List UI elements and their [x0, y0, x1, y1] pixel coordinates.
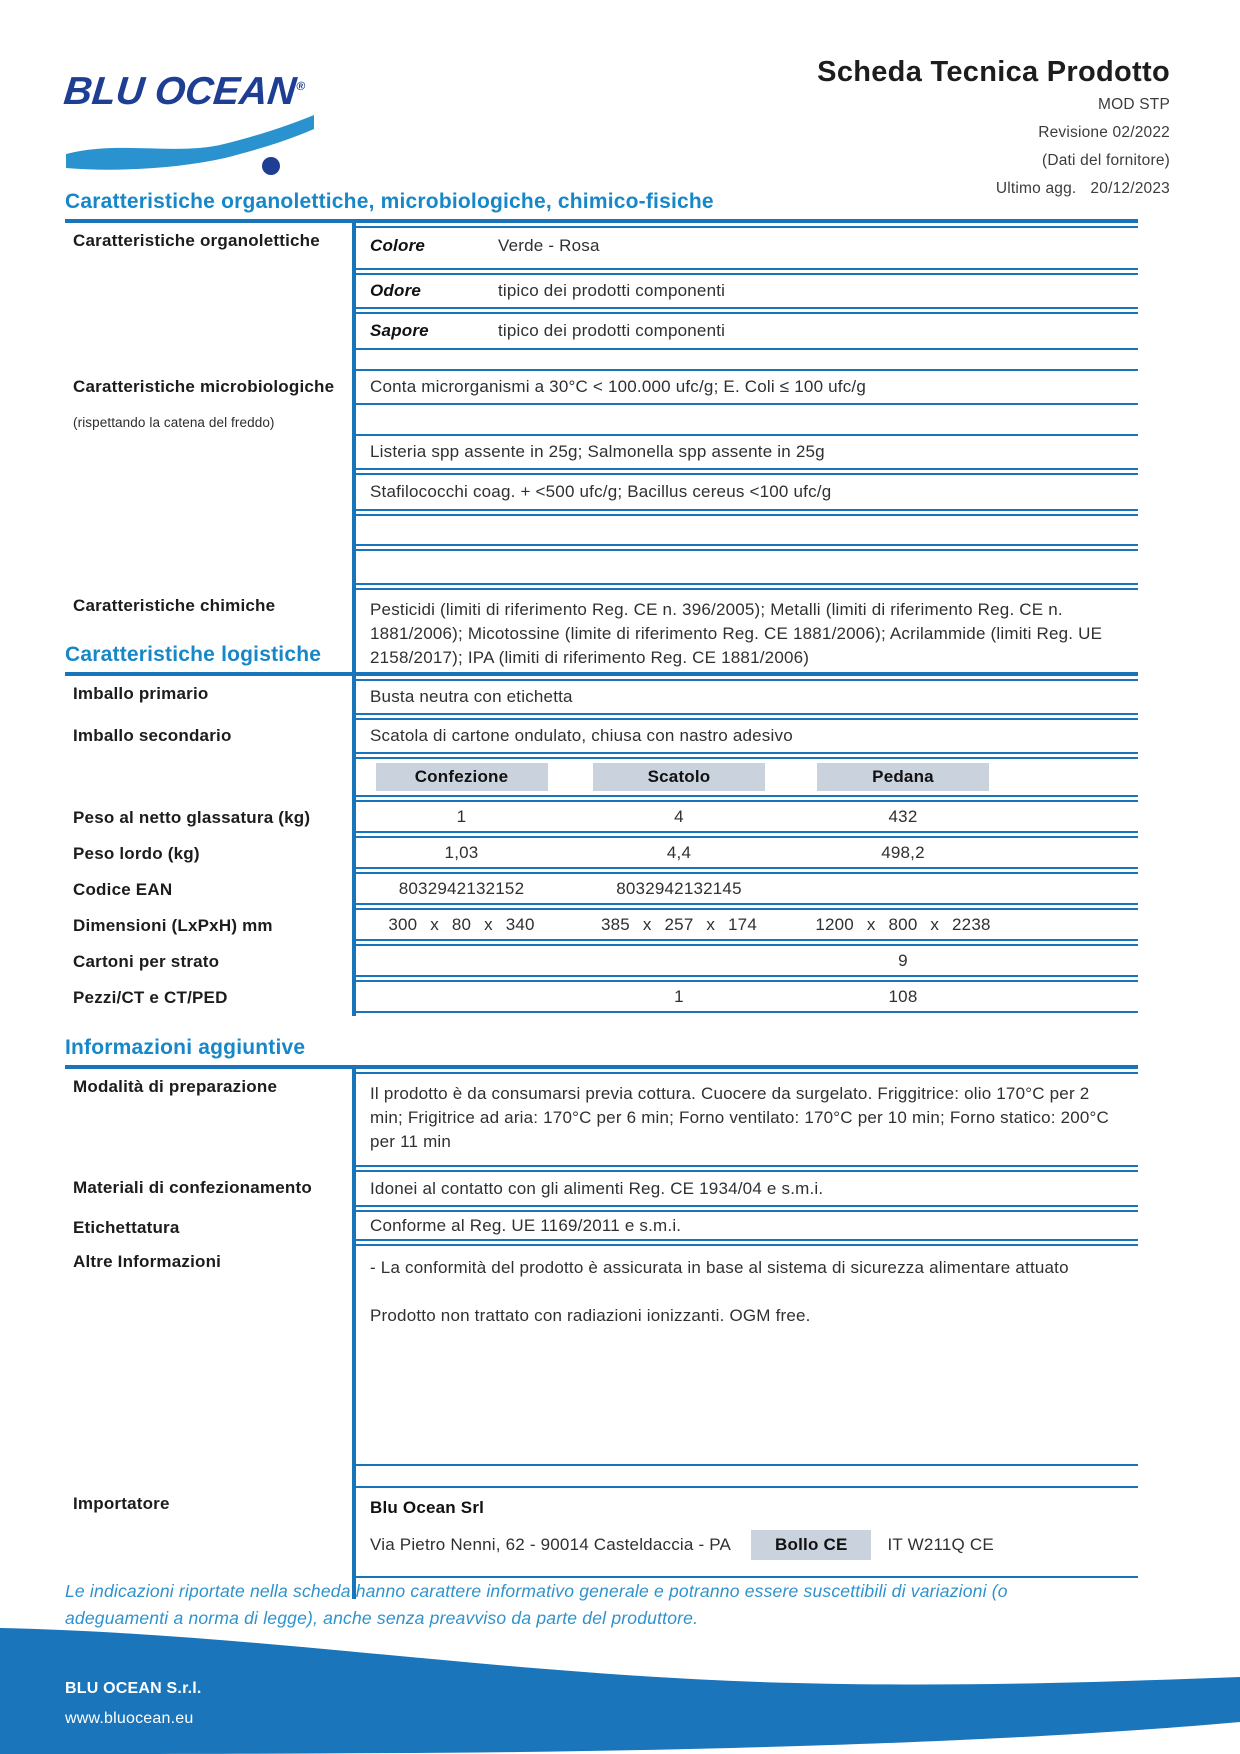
section-informazioni — [65, 1069, 1138, 1599]
value-cell — [356, 1244, 1138, 1466]
empty-cell — [356, 549, 1138, 585]
table-row — [65, 514, 1138, 549]
value-cell: Conforme al Reg. UE 1169/2011 e s.m.i. — [356, 1210, 1138, 1241]
table-row — [65, 1244, 1138, 1469]
footer-company-name: BLU OCEAN S.r.l. — [65, 1680, 202, 1697]
table-row — [65, 676, 1138, 718]
row-label: Imballo primario — [73, 684, 209, 703]
cell-pedana: 432 — [888, 806, 918, 826]
last-update-label: Ultimo agg. — [995, 180, 1077, 197]
title-block — [817, 56, 1170, 201]
section-heading-informazioni: Informazioni aggiuntive — [65, 1036, 306, 1059]
key-label: Sapore — [370, 321, 429, 340]
value-cell: Idonei al contatto con gli alimenti Reg. CE 1934/04 e s.m.i. — [356, 1170, 1138, 1207]
key-label: Colore — [370, 236, 426, 255]
cell-scatolo: 4 — [674, 806, 684, 826]
cell-confezione: 8032942132152 — [398, 878, 525, 898]
section-organolettiche — [65, 223, 1138, 673]
bollo-ce-value: IT W211Q CE — [887, 1535, 994, 1554]
logo-wave-icon — [64, 114, 316, 176]
table-row — [65, 312, 1138, 353]
row-label: Caratteristiche chimiche — [73, 596, 276, 615]
table-row — [65, 1069, 1138, 1170]
column-header-confezione: Confezione — [376, 763, 548, 791]
key-value: tipico dei prodotti componenti — [498, 281, 726, 300]
table-row — [65, 434, 1138, 473]
value-cell: Listeria spp assente in 25g; Salmonella spp assente in 25g — [356, 434, 1138, 470]
document-title: Scheda Tecnica Prodotto — [817, 56, 1170, 88]
table-row — [65, 836, 1138, 872]
row-label: Etichettatura — [73, 1218, 180, 1237]
blu-ocean-logo — [61, 70, 314, 170]
cell-scatolo: 8032942132145 — [616, 878, 742, 898]
table-row — [65, 549, 1138, 588]
cell-pedana: 498,2 — [881, 842, 925, 862]
table-row — [65, 1210, 1138, 1244]
cell-confezione: 300 x 80 x 340 — [388, 914, 535, 934]
value-cell: Scatola di cartone ondulato, chiusa con nastro adesivo — [356, 718, 1138, 754]
cell-confezione: 1 — [456, 806, 467, 826]
cell-scatolo: 385 x 257 x 174 — [601, 914, 757, 934]
importer-name: Blu Ocean Srl — [370, 1498, 485, 1517]
page-header — [0, 0, 1240, 197]
column-header-scatolo: Scatolo — [593, 763, 765, 791]
table-row — [65, 944, 1138, 980]
document-mod: MOD STP — [1097, 96, 1170, 113]
row-label: Codice EAN — [73, 880, 173, 899]
table-row — [65, 473, 1138, 514]
document-supplier-note: (Dati del fornitore) — [1041, 152, 1170, 169]
section-heading-organolettiche: Caratteristiche organolettiche, microbiologiche, chimico-fisiche — [65, 190, 714, 213]
document-body — [65, 190, 1138, 1599]
bollo-ce-badge: Bollo CE — [751, 1530, 871, 1560]
row-label: Caratteristiche organolettiche — [73, 231, 320, 250]
column-header-row — [356, 757, 1138, 797]
table-row — [65, 1170, 1138, 1210]
table-row-spacer — [65, 1469, 1138, 1486]
value-row — [356, 980, 1138, 1013]
table-row — [65, 369, 1138, 434]
section-heading-logistiche: Caratteristiche logistiche — [65, 643, 322, 666]
row-label: Pezzi/CT e CT/PED — [73, 988, 228, 1007]
table-row — [65, 223, 1138, 273]
table-row — [65, 980, 1138, 1016]
disclaimer-note: Le indicazioni riportate nella scheda hanno carattere informativo generale e potranno essere suscettibili di variazioni (o adeguamenti a norma di legge), anche senza preavviso da parte del produttore. — [65, 1581, 1008, 1628]
other-info-paragraph: Prodotto non trattato con radiazioni ionizzanti. OGM free. — [370, 1306, 811, 1325]
value-cell: Stafilococchi coag. + <500 ufc/g; Bacillus cereus <100 ufc/g — [356, 473, 1138, 511]
value-row — [356, 836, 1138, 869]
table-row — [65, 872, 1138, 908]
value-cell: Conta microrganismi a 30°C < 100.000 ufc/g; E. Coli ≤ 100 ufc/g — [356, 369, 1138, 405]
cell-scatolo: 1 — [674, 986, 684, 1006]
row-sublabel: (rispettando la catena del freddo) — [73, 415, 275, 430]
key-value: Verde - Rosa — [498, 236, 600, 255]
cell-pedana: 9 — [898, 950, 908, 970]
value-cell: Pesticidi (limiti di riferimento Reg. CE n. 396/2005); Metalli (limiti di riferimento Reg. CE n. 1881/2006); Micotossine (limite di riferimento Reg. CE 1881/2006); Acrilammide (limiti Reg. UE 2158/2017); IPA (limiti di riferimento Reg. CE 1881/2006) — [356, 588, 1138, 673]
key-label: Odore — [370, 281, 422, 300]
row-label: Modalità di preparazione — [73, 1077, 278, 1096]
section-rule — [65, 672, 1138, 676]
row-label: Imballo secondario — [73, 726, 232, 745]
logo-dot-icon — [262, 157, 280, 175]
section-logistiche — [65, 676, 1138, 1016]
value-row — [356, 800, 1138, 833]
empty-cell — [356, 514, 1138, 546]
key-value: tipico dei prodotti componenti — [498, 321, 726, 340]
row-label: Peso lordo (kg) — [73, 844, 200, 863]
value-row — [356, 944, 1138, 977]
row-label: Dimensioni (LxPxH) mm — [73, 916, 273, 935]
table-row — [65, 908, 1138, 944]
value-cell — [356, 273, 1138, 309]
cell-scatolo: 4,4 — [666, 842, 692, 862]
other-info-paragraph: - La conformità del prodotto è assicurata in base al sistema di sicurezza alimentare attuato — [370, 1258, 1069, 1277]
logo-text: BLU OCEAN® — [61, 70, 307, 113]
row-label: Importatore — [73, 1494, 170, 1513]
table-row — [65, 273, 1138, 312]
row-label: Caratteristiche microbiologiche — [73, 377, 335, 396]
cell-pedana: 1200 x 800 x 2238 — [815, 914, 991, 934]
table-row — [65, 800, 1138, 836]
row-label: Cartoni per strato — [73, 952, 220, 971]
cell-pedana: 108 — [888, 986, 918, 1006]
row-label: Materiali di confezionamento — [73, 1178, 312, 1197]
value-row — [356, 872, 1138, 905]
row-label: Altre Informazioni — [73, 1252, 222, 1271]
value-cell: Il prodotto è da consumarsi previa cottura. Cuocere da surgelato. Friggitrice: olio 170°C per 2 min; Frigitrice ad aria: 170°C per 6 min; Forno ventilato: 170°C per 10 min; Forno statico: 200°C per 11 min — [356, 1072, 1138, 1167]
footer-website: www.bluocean.eu — [65, 1710, 194, 1727]
table-row — [65, 718, 1138, 757]
cell-confezione: 1,03 — [444, 842, 479, 862]
value-cell — [356, 226, 1138, 270]
document-revision: Revisione 02/2022 — [1038, 124, 1170, 141]
value-cell — [356, 312, 1138, 350]
table-row-spacer — [65, 353, 1138, 369]
column-header-pedana: Pedana — [817, 763, 989, 791]
last-update-date: 20/12/2023 — [1090, 180, 1170, 197]
value-row — [356, 908, 1138, 941]
value-cell: Busta neutra con etichetta — [356, 679, 1138, 715]
registered-mark: ® — [295, 79, 307, 93]
importer-address: Via Pietro Nenni, 62 - 90014 Casteldaccia - PA — [370, 1535, 732, 1554]
row-label: Peso al netto glassatura (kg) — [73, 808, 311, 827]
table-row — [65, 757, 1138, 800]
